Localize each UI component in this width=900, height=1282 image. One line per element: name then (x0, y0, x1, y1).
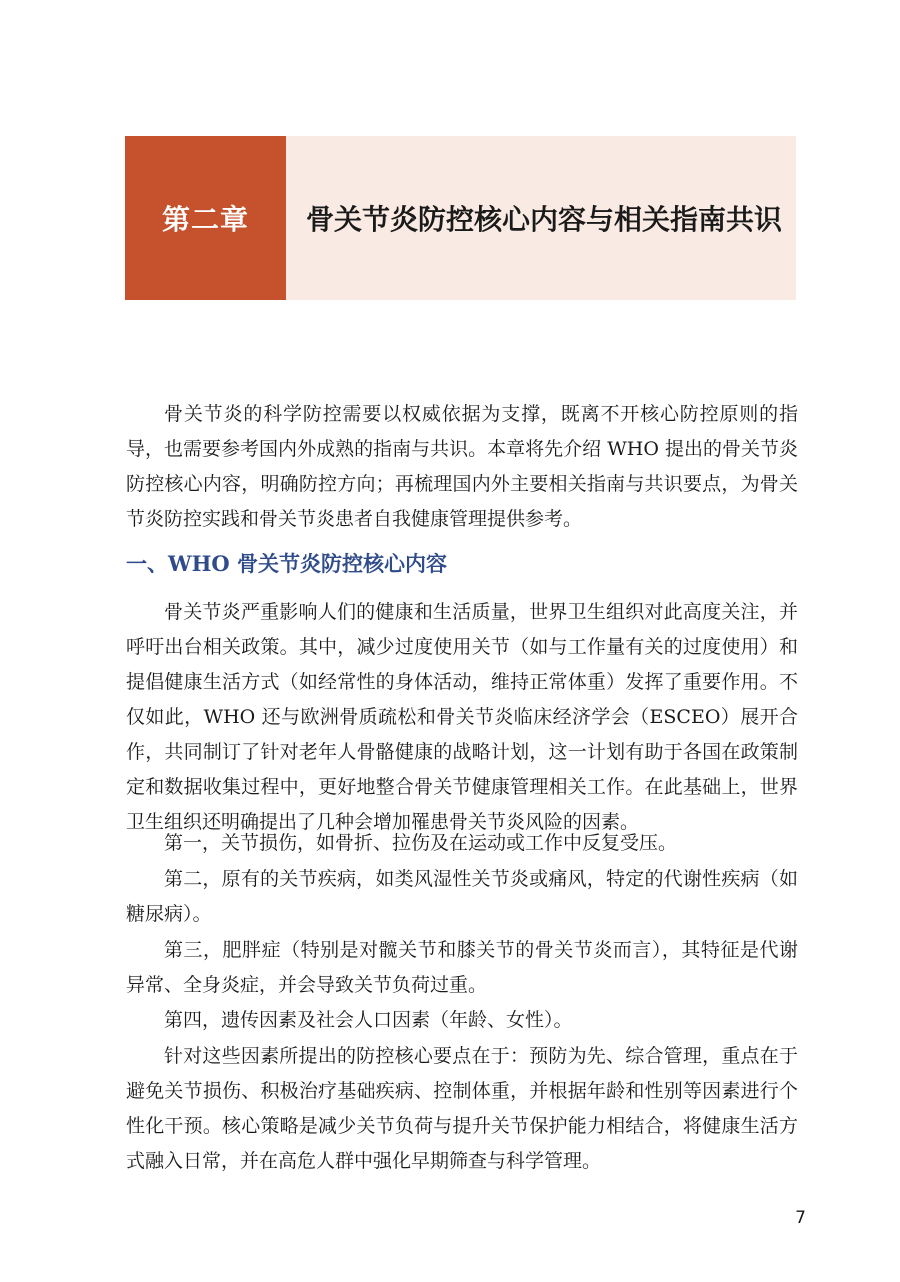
page-number: 7 (795, 1208, 806, 1228)
risk-factor-second: 第二，原有的关节疾病，如类风湿性关节炎或痛风，特定的代谢性疾病（如糖尿病）。 (126, 868, 798, 925)
chapter-number-box (125, 136, 286, 300)
section-paragraph-main: 骨关节炎严重影响人们的健康和生活质量，世界卫生组织对此高度关注，并呼吁出台相关政策。其中，减少过度使用关节（如与工作量有关的过度使用）和提倡健康生活方式（如经常性的身体活动，维持正常体重）发挥了重要作用。不仅如此，WHO 还与欧洲骨质疏松和骨关节炎临床经济学会（ESCEO）展开合作，共同制订了针对老年人骨骼健康的战略计划，这一计划有助于各国在政策制定和数据收集过程中，更好地整合骨关节健康管理相关工作。在此基础上，世界卫生组织还明确提出了几种会增加罹患骨关节炎风险的因素。 (126, 601, 798, 833)
risk-factor-fourth: 第四，遗传因素及社会人口因素（年龄、女性）。 (164, 1009, 573, 1031)
risk-factor-first: 第一，关节损伤，如骨折、拉伤及在运动或工作中反复受压。 (164, 832, 678, 854)
chapter-title-box (286, 136, 796, 300)
risk-factor-third: 第三，肥胖症（特别是对髋关节和膝关节的骨关节炎而言），其特征是代谢异常、全身炎症，并会导致关节负荷过重。 (126, 939, 798, 996)
chapter-banner (125, 136, 796, 300)
intro-paragraph: 骨关节炎的科学防控需要以权威依据为支撑，既离不开核心防控原则的指导，也需要参考国内外成熟的指南与共识。本章将先介绍 WHO 提出的骨关节炎防控核心内容，明确防控方向；再梳理国内外主要相关指南与共识要点，为骨关节炎防控实践和骨关节炎患者自我健康管理提供参考。 (126, 403, 798, 530)
summary-paragraph: 针对这些因素所提出的防控核心要点在于：预防为先、综合管理，重点在于避免关节损伤、积极治疗基础疾病、控制体重，并根据年龄和性别等因素进行个性化干预。核心策略是减少关节负荷与提升关节保护能力相结合，将健康生活方式融入日常，并在高危人群中强化早期筛查与科学管理。 (126, 1045, 798, 1172)
chapter-number: 第二章 (161, 203, 249, 236)
chapter-title: 骨关节炎防控核心内容与相关指南共识 (306, 203, 783, 236)
section-heading: 一、WHO 骨关节炎防控核心内容 (126, 551, 448, 576)
